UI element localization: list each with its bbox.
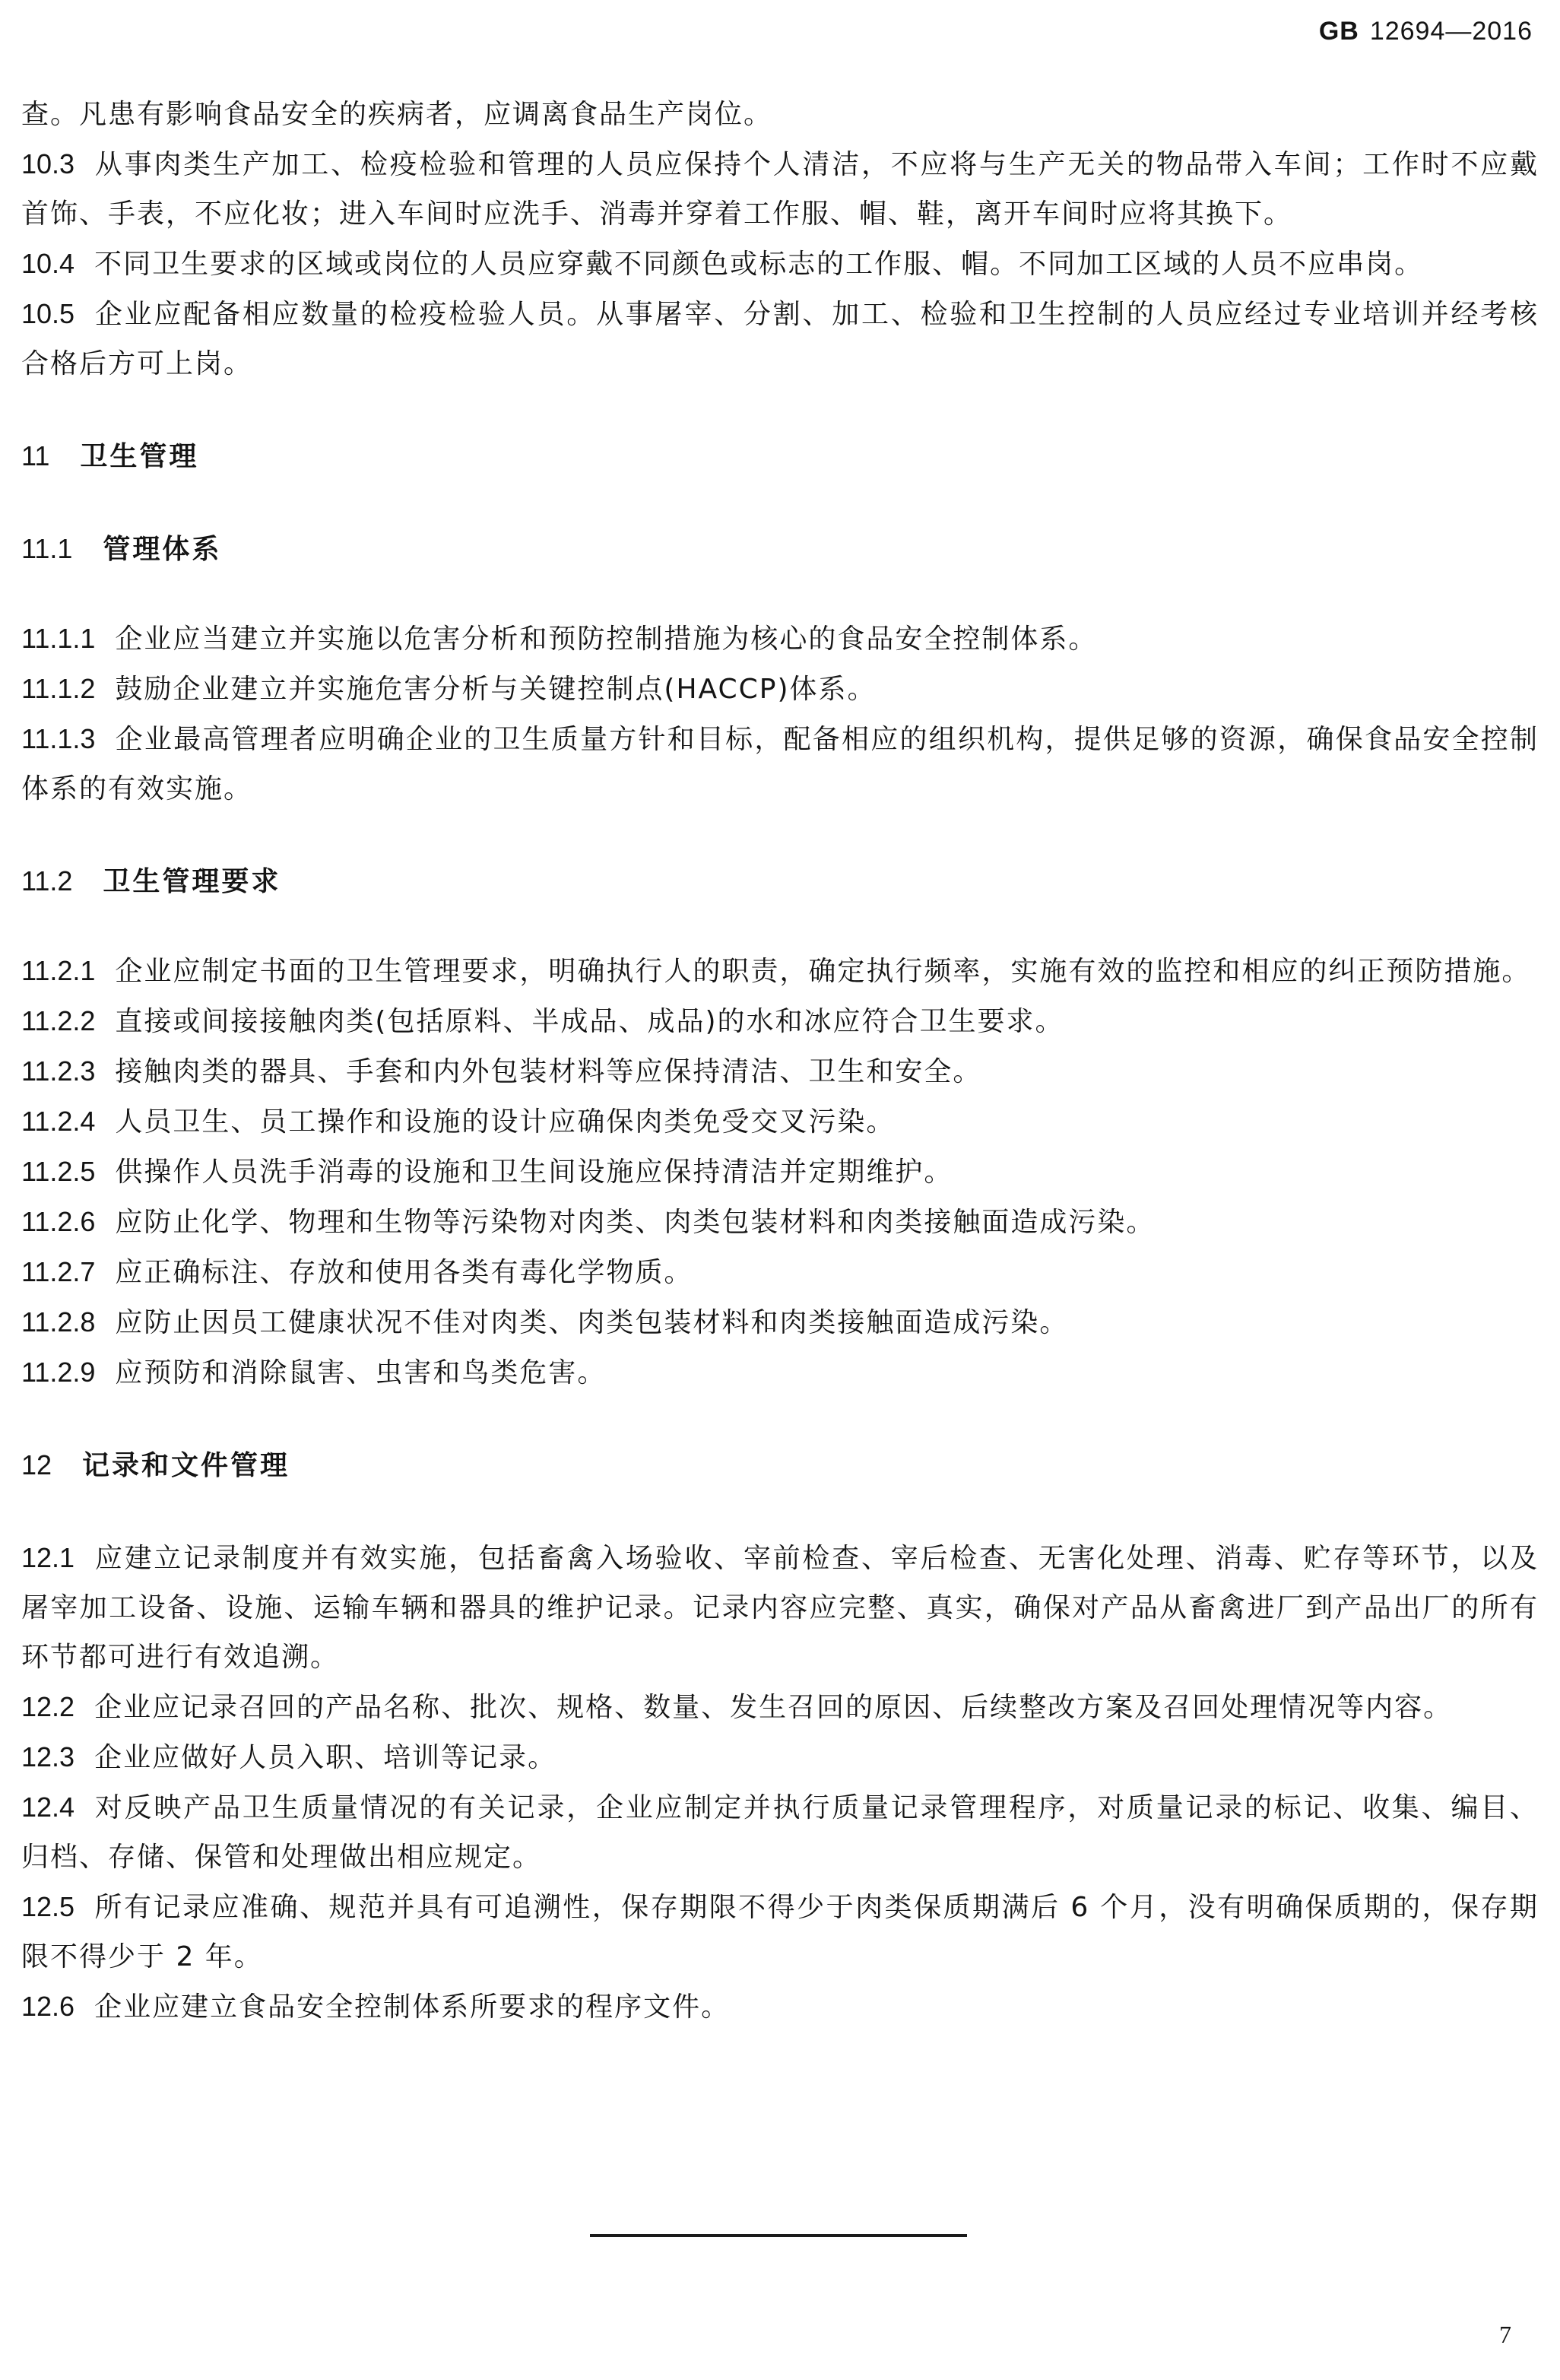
clause-text: 从事肉类生产加工、检疫检验和管理的人员应保持个人清洁，不应将与生产无关的物品带入车间；工作时不应戴首饰、手表，不应化妆；进入车间时应洗手、消毒并穿着工作服、帽、鞋，离开车间时应将其换下。 bbox=[21, 149, 1539, 230]
clause-12-2 bbox=[21, 1682, 1539, 1732]
subsection-heading-11-1 bbox=[21, 524, 1539, 574]
section-number: 12 bbox=[21, 1449, 52, 1480]
clause-12-6 bbox=[21, 1982, 1539, 2032]
page-number: 7 bbox=[1499, 2321, 1511, 2348]
clause-text: 直接或间接接触肉类(包括原料、半成品、成品)的水和冰应符合卫生要求。 bbox=[115, 1006, 1064, 1037]
clause-text: 企业应做好人员入职、培训等记录。 bbox=[94, 1742, 557, 1773]
clause-number: 10.3 bbox=[21, 148, 75, 179]
clause-number: 11.1.3 bbox=[21, 723, 96, 754]
section-title: 卫生管理 bbox=[80, 441, 199, 472]
clause-10-5 bbox=[21, 289, 1539, 389]
clause-number: 10.4 bbox=[21, 248, 75, 279]
subsection-title: 卫生管理要求 bbox=[103, 866, 281, 897]
clause-text: 所有记录应准确、规范并具有可追溯性，保存期限不得少于肉类保质期满后 6 个月，没有明确保质期的，保存期限不得少于 2 年。 bbox=[21, 1892, 1539, 1972]
clause-text: 对反映产品卫生质量情况的有关记录，企业应制定并执行质量记录管理程序，对质量记录的标记、收集、编目、归档、存储、保管和处理做出相应规定。 bbox=[21, 1792, 1539, 1873]
clause-number: 11.2.1 bbox=[21, 955, 96, 986]
clause-text: 应建立记录制度并有效实施，包括畜禽入场验收、宰前检查、宰后检查、无害化处理、消毒、贮存等环节，以及屠宰加工设备、设施、运输车辆和器具的维护记录。记录内容应完整、真实，确保对产品从畜禽进厂到产品出厂的所有环节都可进行有效追溯。 bbox=[21, 1543, 1539, 1673]
continuation-paragraph: 查。凡患有影响食品安全的疾病者，应调离食品生产岗位。 bbox=[21, 99, 773, 130]
clause-number: 11.2.4 bbox=[21, 1106, 96, 1137]
clause-number: 11.2.3 bbox=[21, 1055, 96, 1087]
clause-number: 11.2.9 bbox=[21, 1357, 96, 1388]
clause-number: 11.1.2 bbox=[21, 673, 96, 704]
clause-11-2-7 bbox=[21, 1247, 1539, 1297]
clause-11-2-5 bbox=[21, 1147, 1539, 1197]
clause-text: 企业应记录召回的产品名称、批次、规格、数量、发生召回的原因、后续整改方案及召回处理情况等内容。 bbox=[94, 1692, 1453, 1723]
clause-number: 12.2 bbox=[21, 1691, 75, 1722]
section-heading-12 bbox=[21, 1440, 1539, 1490]
clause-number: 11.2.5 bbox=[21, 1156, 96, 1187]
clause-number: 10.5 bbox=[21, 298, 75, 329]
clause-text: 企业应建立食品安全控制体系所要求的程序文件。 bbox=[94, 1991, 731, 2023]
clause-number: 12.4 bbox=[21, 1791, 75, 1823]
subsection-heading-11-2 bbox=[21, 856, 1539, 906]
clause-text: 企业最高管理者应明确企业的卫生质量方针和目标，配备相应的组织机构，提供足够的资源，确保食品安全控制体系的有效实施。 bbox=[21, 724, 1539, 804]
clause-number: 11.2.8 bbox=[21, 1306, 96, 1338]
clause-text: 企业应配备相应数量的检疫检验人员。从事屠宰、分割、加工、检验和卫生控制的人员应经过专业培训并经考核合格后方可上岗。 bbox=[21, 299, 1539, 379]
clause-text: 鼓励企业建立并实施危害分析与关键控制点(HACCP)体系。 bbox=[115, 674, 877, 705]
clause-text: 企业应当建立并实施以危害分析和预防控制措施为核心的食品安全控制体系。 bbox=[115, 624, 1098, 655]
section-heading-11 bbox=[21, 431, 1539, 481]
clause-11-1-1 bbox=[21, 614, 1539, 664]
clause-text: 接触肉类的器具、手套和内外包装材料等应保持清洁、卫生和安全。 bbox=[115, 1056, 982, 1087]
clause-number: 12.3 bbox=[21, 1741, 75, 1772]
section-title: 记录和文件管理 bbox=[82, 1450, 290, 1481]
clause-12-5 bbox=[21, 1882, 1539, 1982]
clause-number: 11.1.1 bbox=[21, 623, 96, 654]
clause-12-3 bbox=[21, 1732, 1539, 1782]
clause-text: 应防止化学、物理和生物等污染物对肉类、肉类包装材料和肉类接触面造成污染。 bbox=[115, 1207, 1156, 1238]
clause-number: 11.2.7 bbox=[21, 1256, 96, 1287]
clause-text: 供操作人员洗手消毒的设施和卫生间设施应保持清洁并定期维护。 bbox=[115, 1157, 953, 1188]
clause-11-1-2 bbox=[21, 664, 1539, 714]
clause-text: 应正确标注、存放和使用各类有毒化学物质。 bbox=[115, 1257, 693, 1288]
clause-text: 应预防和消除鼠害、虫害和鸟类危害。 bbox=[115, 1357, 607, 1388]
subsection-number: 11.2 bbox=[21, 865, 73, 896]
clause-number: 11.2.6 bbox=[21, 1206, 96, 1237]
clause-text: 人员卫生、员工操作和设施的设计应确保肉类免受交叉污染。 bbox=[115, 1106, 896, 1138]
clause-12-4 bbox=[21, 1782, 1539, 1882]
clause-11-2-1 bbox=[21, 946, 1539, 996]
clause-12-1 bbox=[21, 1533, 1539, 1682]
clause-text: 应防止因员工健康状况不佳对肉类、肉类包装材料和肉类接触面造成污染。 bbox=[115, 1307, 1069, 1338]
clause-number: 12.6 bbox=[21, 1991, 75, 2022]
clause-11-2-8 bbox=[21, 1297, 1539, 1347]
clause-11-1-3 bbox=[21, 714, 1539, 814]
standard-header bbox=[1319, 17, 1533, 46]
clause-10-4 bbox=[21, 239, 1539, 289]
document-body bbox=[21, 90, 1539, 2032]
clause-11-2-4 bbox=[21, 1096, 1539, 1147]
standard-code: GB bbox=[1318, 17, 1359, 46]
subsection-number: 11.1 bbox=[21, 533, 73, 564]
subsection-title: 管理体系 bbox=[103, 534, 222, 565]
clause-11-2-9 bbox=[21, 1347, 1539, 1398]
clause-11-2-2 bbox=[21, 996, 1539, 1046]
clause-text: 不同卫生要求的区域或岗位的人员应穿戴不同颜色或标志的工作服、帽。不同加工区域的人员不应串岗。 bbox=[94, 249, 1424, 280]
standard-number: 12694—2016 bbox=[1369, 17, 1533, 46]
clause-11-2-6 bbox=[21, 1197, 1539, 1247]
clause-text: 企业应制定书面的卫生管理要求，明确执行人的职责，确定执行频率，实施有效的监控和相应的纠正预防措施。 bbox=[115, 956, 1531, 987]
clause-number: 12.1 bbox=[21, 1542, 75, 1573]
clause-number: 12.5 bbox=[21, 1891, 75, 1922]
clause-number: 11.2.2 bbox=[21, 1005, 96, 1036]
clause-10-3 bbox=[21, 139, 1539, 239]
end-of-standard-rule bbox=[590, 2234, 967, 2237]
clause-11-2-3 bbox=[21, 1046, 1539, 1096]
section-number: 11 bbox=[21, 440, 50, 471]
